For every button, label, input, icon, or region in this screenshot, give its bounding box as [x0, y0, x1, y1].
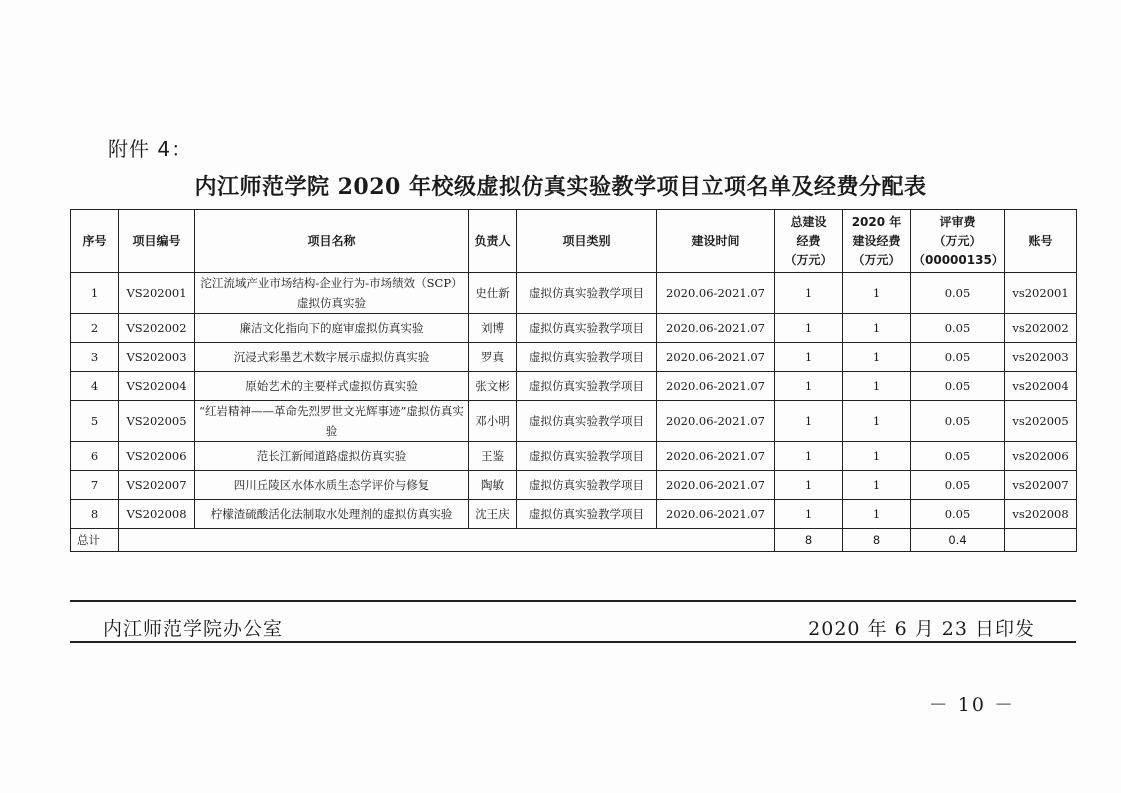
cell-total: 1	[775, 343, 843, 372]
cell-fee: 0.05	[911, 343, 1005, 372]
cell-owner: 罗真	[469, 343, 517, 372]
cell-name: 沱江流域产业市场结构-企业行为-市场绩效（SCP）虚拟仿真实验	[195, 273, 469, 314]
cell-fee: 0.05	[911, 314, 1005, 343]
totals-account-blank	[1005, 529, 1077, 552]
cell-account: vs202008	[1005, 500, 1077, 529]
cell-name: “红岩精神——革命先烈罗世文光辉事迹”虚拟仿真实验	[195, 401, 469, 442]
cell-total: 1	[775, 401, 843, 442]
cell-owner: 王鉴	[469, 442, 517, 471]
cell-category: 虚拟仿真实验教学项目	[517, 500, 657, 529]
totals-label: 总计	[71, 529, 119, 552]
cell-period: 2020.06-2021.07	[657, 500, 775, 529]
issuer: 内江师范学院办公室	[103, 618, 284, 640]
cell-period: 2020.06-2021.07	[657, 372, 775, 401]
cell-code: VS202007	[119, 471, 195, 500]
cell-owner: 刘博	[469, 314, 517, 343]
cell-2020: 1	[843, 442, 911, 471]
totals-review-fee: 0.4	[911, 529, 1005, 552]
cell-name: 四川丘陵区水体水质生态学评价与修复	[195, 471, 469, 500]
cell-account: vs202003	[1005, 343, 1077, 372]
cell-owner: 邓小明	[469, 401, 517, 442]
header-account: 账号	[1005, 210, 1077, 273]
totals-funding-2020: 8	[843, 529, 911, 552]
table-row	[71, 273, 1077, 314]
totals-total-funding: 8	[775, 529, 843, 552]
cell-account: vs202006	[1005, 442, 1077, 471]
cell-code: VS202003	[119, 343, 195, 372]
cell-seq: 3	[71, 343, 119, 372]
document-title: 内江师范学院 2020 年校级虚拟仿真实验教学项目立项名单及经费分配表	[194, 174, 927, 200]
table-row	[71, 442, 1077, 471]
cell-2020: 1	[843, 500, 911, 529]
cell-total: 1	[775, 314, 843, 343]
table-row	[71, 401, 1077, 442]
cell-2020: 1	[843, 471, 911, 500]
cell-fee: 0.05	[911, 471, 1005, 500]
cell-seq: 5	[71, 401, 119, 442]
cell-category: 虚拟仿真实验教学项目	[517, 372, 657, 401]
cell-account: vs202007	[1005, 471, 1077, 500]
cell-fee: 0.05	[911, 442, 1005, 471]
cell-2020: 1	[843, 372, 911, 401]
issued-date: 2020 年 6 月 23 日印发	[808, 618, 1035, 640]
footer-rule-top	[70, 600, 1076, 602]
cell-name: 原始艺术的主要样式虚拟仿真实验	[195, 372, 469, 401]
cell-code: VS202005	[119, 401, 195, 442]
cell-seq: 4	[71, 372, 119, 401]
cell-seq: 6	[71, 442, 119, 471]
header-owner: 负责人	[469, 210, 517, 273]
cell-2020: 1	[843, 343, 911, 372]
cell-2020: 1	[843, 314, 911, 343]
cell-category: 虚拟仿真实验教学项目	[517, 273, 657, 314]
cell-period: 2020.06-2021.07	[657, 343, 775, 372]
cell-name: 柠檬渣硫酸活化法制取水处理剂的虚拟仿真实验	[195, 500, 469, 529]
cell-code: VS202004	[119, 372, 195, 401]
cell-account: vs202004	[1005, 372, 1077, 401]
cell-period: 2020.06-2021.07	[657, 471, 775, 500]
table-header-row	[71, 210, 1077, 273]
cell-fee: 0.05	[911, 401, 1005, 442]
header-category: 项目类别	[517, 210, 657, 273]
header-period: 建设时间	[657, 210, 775, 273]
table-row	[71, 471, 1077, 500]
cell-2020: 1	[843, 273, 911, 314]
header-total-funding: 总建设 经费 （万元）	[775, 210, 843, 273]
cell-owner: 陶敏	[469, 471, 517, 500]
attachment-label: 附件 4：	[108, 137, 193, 161]
header-code: 项目编号	[119, 210, 195, 273]
table-row	[71, 372, 1077, 401]
cell-category: 虚拟仿真实验教学项目	[517, 471, 657, 500]
header-funding-2020: 2020 年 建设经费 （万元）	[843, 210, 911, 273]
cell-category: 虚拟仿真实验教学项目	[517, 442, 657, 471]
footer-rule-bottom	[70, 641, 1076, 643]
cell-category: 虚拟仿真实验教学项目	[517, 343, 657, 372]
cell-category: 虚拟仿真实验教学项目	[517, 401, 657, 442]
cell-seq: 7	[71, 471, 119, 500]
cell-seq: 8	[71, 500, 119, 529]
cell-seq: 1	[71, 273, 119, 314]
cell-owner: 沈王庆	[469, 500, 517, 529]
table-row	[71, 343, 1077, 372]
cell-period: 2020.06-2021.07	[657, 273, 775, 314]
cell-code: VS202008	[119, 500, 195, 529]
cell-owner: 张文彬	[469, 372, 517, 401]
cell-name: 范长江新闻道路虚拟仿真实验	[195, 442, 469, 471]
cell-seq: 2	[71, 314, 119, 343]
header-review-fee: 评审费 （万元） （00000135）	[911, 210, 1005, 273]
cell-fee: 0.05	[911, 273, 1005, 314]
cell-account: vs202002	[1005, 314, 1077, 343]
cell-name: 廉洁文化指向下的庭审虚拟仿真实验	[195, 314, 469, 343]
page-number: － 10 －	[928, 694, 1015, 716]
cell-category: 虚拟仿真实验教学项目	[517, 314, 657, 343]
cell-name: 沉浸式彩墨艺术数字展示虚拟仿真实验	[195, 343, 469, 372]
cell-total: 1	[775, 372, 843, 401]
project-table	[70, 209, 1077, 552]
cell-period: 2020.06-2021.07	[657, 314, 775, 343]
header-seq: 序号	[71, 210, 119, 273]
cell-code: VS202002	[119, 314, 195, 343]
totals-blank	[119, 529, 775, 552]
table-row	[71, 500, 1077, 529]
cell-code: VS202006	[119, 442, 195, 471]
cell-total: 1	[775, 442, 843, 471]
cell-account: vs202001	[1005, 273, 1077, 314]
cell-total: 1	[775, 273, 843, 314]
cell-total: 1	[775, 471, 843, 500]
table-row	[71, 314, 1077, 343]
cell-code: VS202001	[119, 273, 195, 314]
totals-row	[71, 529, 1077, 552]
cell-period: 2020.06-2021.07	[657, 442, 775, 471]
cell-fee: 0.05	[911, 372, 1005, 401]
cell-2020: 1	[843, 401, 911, 442]
cell-total: 1	[775, 500, 843, 529]
header-name: 项目名称	[195, 210, 469, 273]
cell-fee: 0.05	[911, 500, 1005, 529]
cell-period: 2020.06-2021.07	[657, 401, 775, 442]
cell-account: vs202005	[1005, 401, 1077, 442]
cell-owner: 史仕新	[469, 273, 517, 314]
